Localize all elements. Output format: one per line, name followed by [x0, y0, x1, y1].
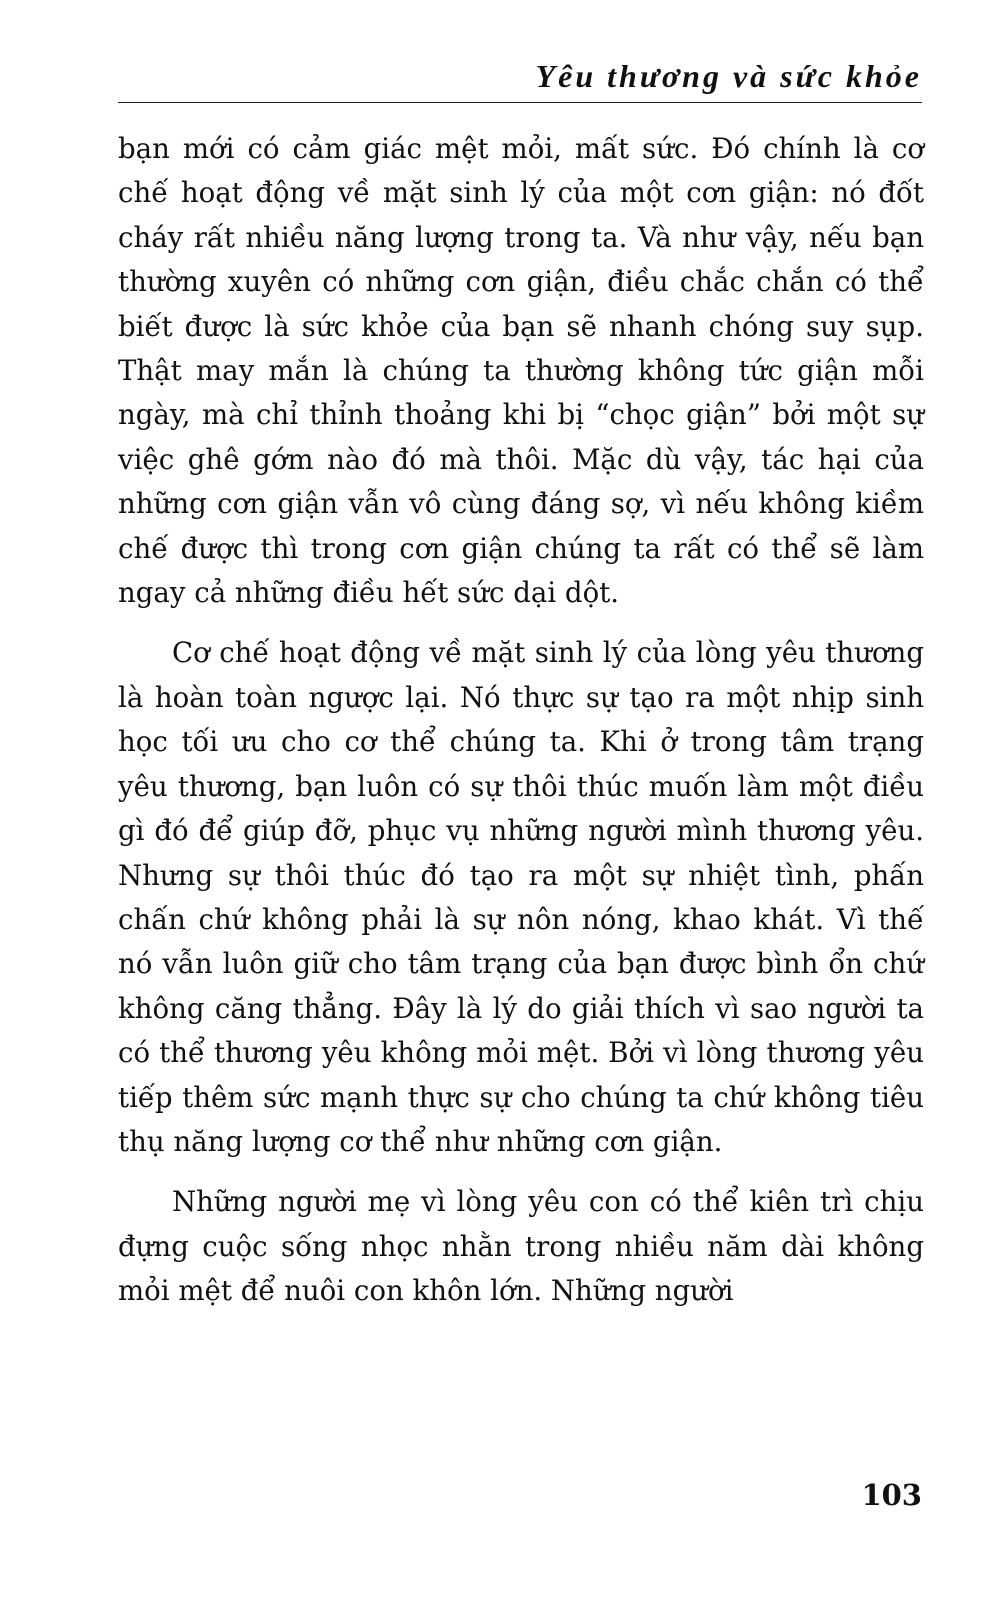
paragraph-2: Cơ chế hoạt động về mặt sinh lý của lòng yêu thương là hoàn toàn ngược lại. Nó thực sự tạo ra một nhịp sinh học tối ưu cho cơ thể chúng ta. Khi ở trong tâm trạng yêu thương, bạn luôn có sự thôi thúc muốn làm một điều gì đó để giúp đỡ, phục vụ những người mình thương yêu. Nhưng sự thôi thúc đó tạo ra một sự nhiệt tình, phấn chấn chứ không phải là sự nôn nóng, khao khát. Vì thế nó vẫn luôn giữ cho tâm trạng của bạn được bình ổn chứ không căng thẳng. Đây là lý do giải thích vì sao người ta có thể thương yêu không mỏi mệt. Bởi vì lòng thương yêu tiếp thêm sức mạnh thực sự cho chúng ta chứ không tiêu thụ năng lượng cơ thể như những cơn giận. [118, 636, 924, 1158]
page-number: 103 [861, 1478, 922, 1512]
paragraph-3: Những người mẹ vì lòng yêu con có thể kiên trì chịu đựng cuộc sống nhọc nhằn trong nhiều năm dài không mỏi mệt để nuôi con khôn lớn. Những người [118, 1185, 924, 1308]
paragraph-1: bạn mới có cảm giác mệt mỏi, mất sức. Đó chính là cơ chế hoạt động về mặt sinh lý của một cơn giận: nó đốt cháy rất nhiều năng lượng trong ta. Và như vậy, nếu bạn thường xuyên có những cơn giận, điều chắc chắn có thể biết được là sức khỏe của bạn sẽ nhanh chóng suy sụp. Thật may mắn là chúng ta thường không tức giận mỗi ngày, mà chỉ thỉnh thoảng khi bị “chọc giận” bởi một sự việc ghê gớm nào đó mà thôi. Mặc dù vậy, tác hại của những cơn giận vẫn vô cùng đáng sợ, vì nếu không kiềm chế được thì trong cơn giận chúng ta rất có thể sẽ làm ngay cả những điều hết sức dại dột. [118, 132, 924, 610]
chapter-title: Yêu thương và sức khỏe [535, 58, 922, 94]
body-text [118, 127, 924, 1330]
running-header [118, 52, 922, 103]
